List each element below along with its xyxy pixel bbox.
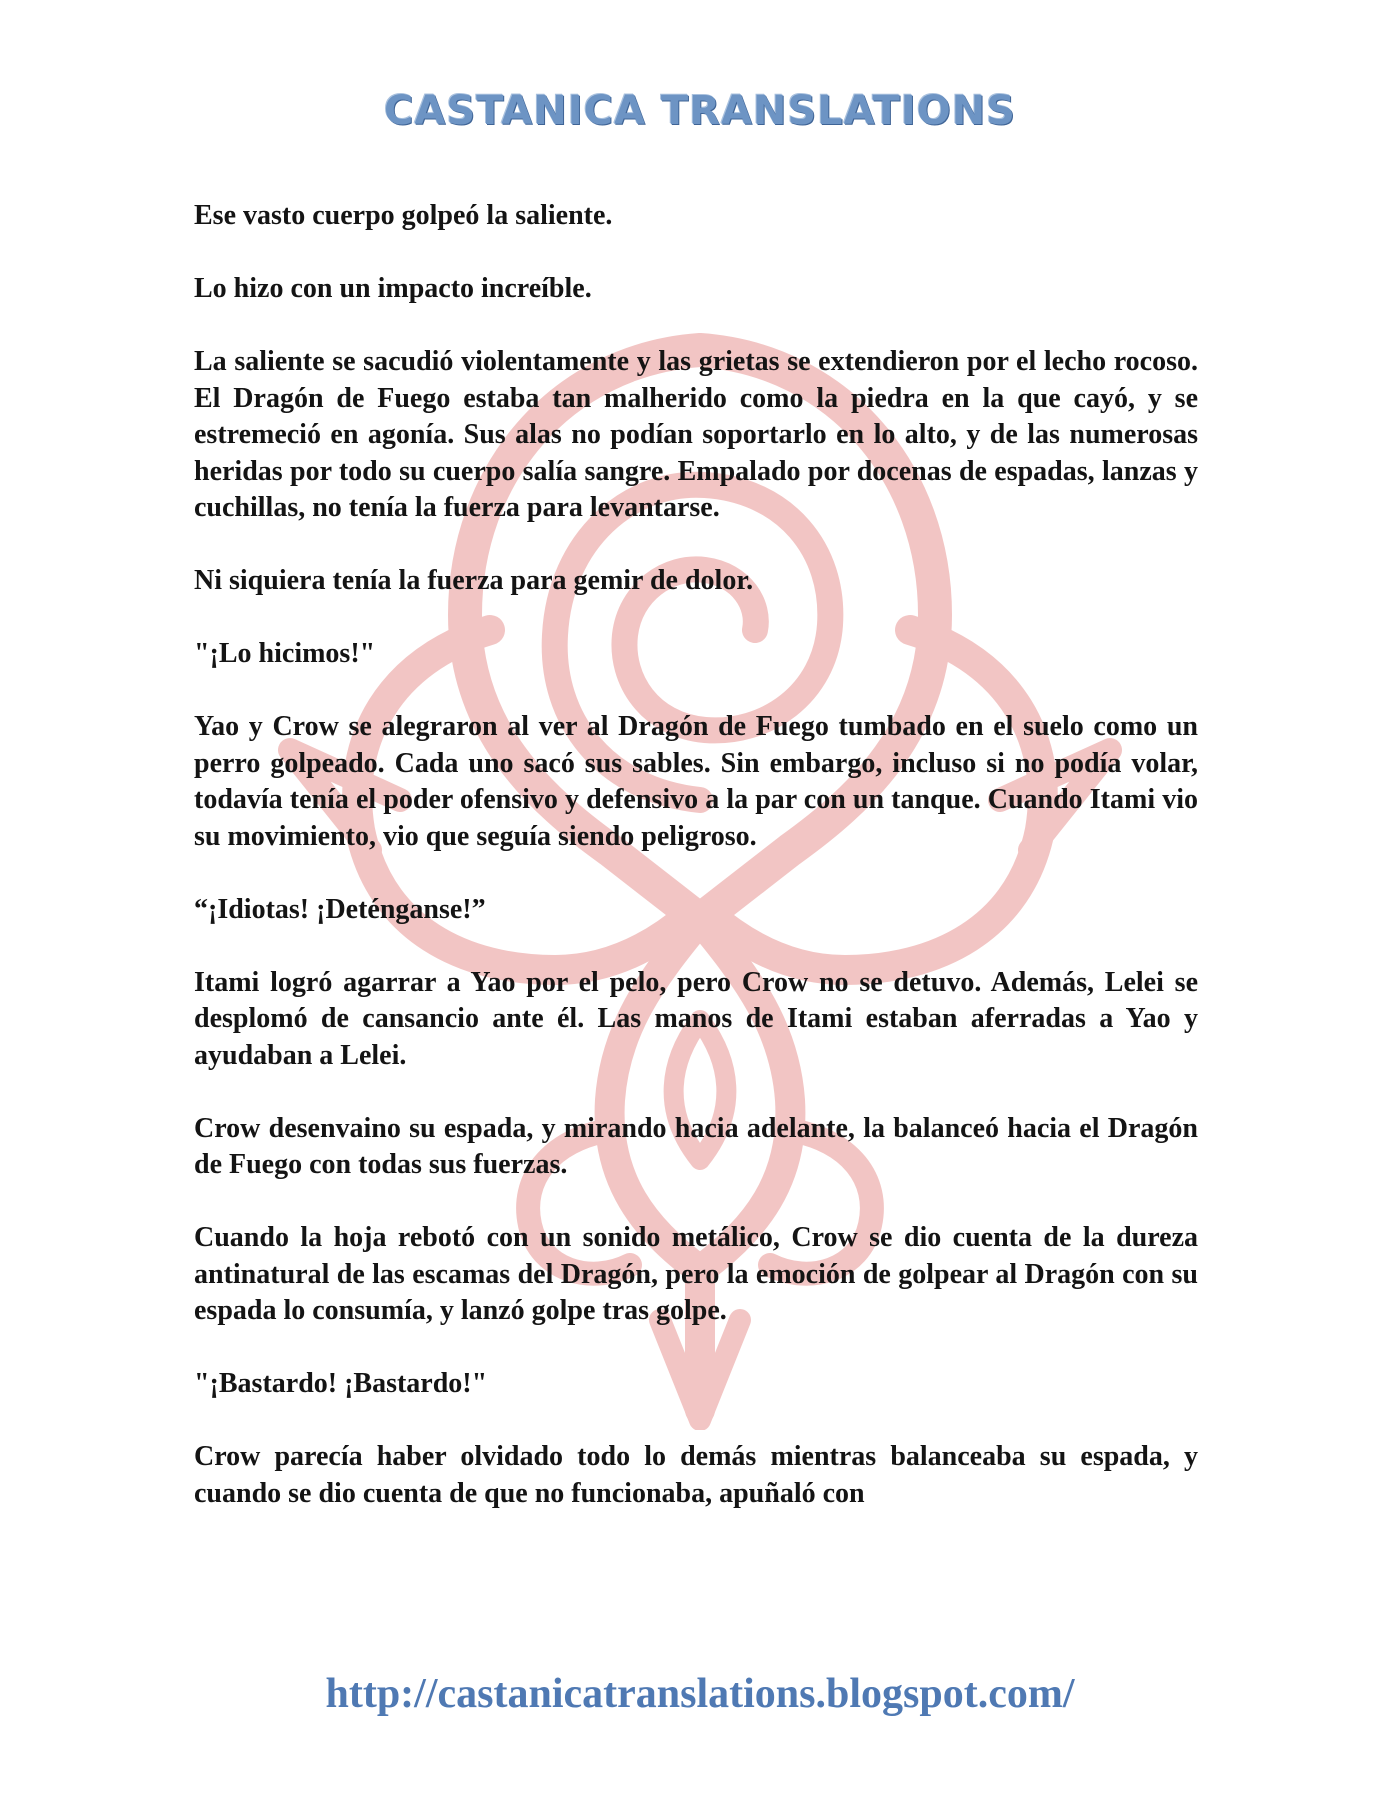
document-body [194, 198, 1198, 1512]
paragraph: Cuando la hoja rebotó con un sonido metálico, Crow se dio cuenta de la dureza antinatural de las escamas del Dragón, pero la emoción de golpear al Dragón con su espada lo consumía, y lanzó golpe tras golpe. [194, 1222, 1198, 1326]
blog-url-link[interactable]: http://castanicatranslations.blogspot.com/ [325, 1671, 1075, 1717]
paragraph: Ese vasto cuerpo golpeó la saliente. [194, 200, 613, 231]
paragraph: Itami logró agarrar a Yao por el pelo, pero Crow no se detuvo. Además, Lelei se desplomó de cansancio ante él. Las manos de Itami estaban aferradas a Yao y ayudaban a Lelei. [194, 966, 1198, 1071]
site-title: CASTANICA TRANSLATIONS [384, 88, 1016, 134]
paragraph: Crow desenvaino su espada, y mirando hacia adelante, la balanceó hacia el Dragón de Fuego con todas sus fuerzas. [194, 1112, 1198, 1180]
paragraph: "¡Lo hicimos!" [194, 638, 376, 669]
paragraph: "¡Bastardo! ¡Bastardo!" [194, 1368, 488, 1399]
paragraph: Ni siquiera tenía la fuerza para gemir de dolor. [194, 565, 754, 596]
paragraph: Crow parecía haber olvidado todo lo demás mientras balanceaba su espada, y cuando se dio cuenta de que no funcionaba, apuñaló con [194, 1441, 1198, 1509]
paragraph: La saliente se sacudió violentamente y las grietas se extendieron por el lecho rocoso. El Dragón de Fuego estaba tan malherido como la piedra en la que cayó, y se estremeció en agonía. Sus alas no podían soportarlo en lo alto, y de las numerosas heridas por todo su cuerpo salía sangre. Empalado por docenas de espadas, lanzas y cuchillas, no tenía la fuerza para levantarse. [194, 346, 1198, 523]
paragraph: Lo hizo con un impacto increíble. [194, 273, 592, 304]
paragraph: “¡Idiotas! ¡Deténganse!” [194, 893, 486, 925]
paragraph: Yao y Crow se alegraron al ver al Dragón de Fuego tumbado en el suelo como un perro golpeado. Cada uno sacó sus sables. Sin embargo, incluso si no podía volar, todavía tenía el poder ofensivo y defensivo a la par con un tanque. Cuando Itami vio su movimiento, vio que seguía siendo peligroso. [194, 711, 1198, 852]
